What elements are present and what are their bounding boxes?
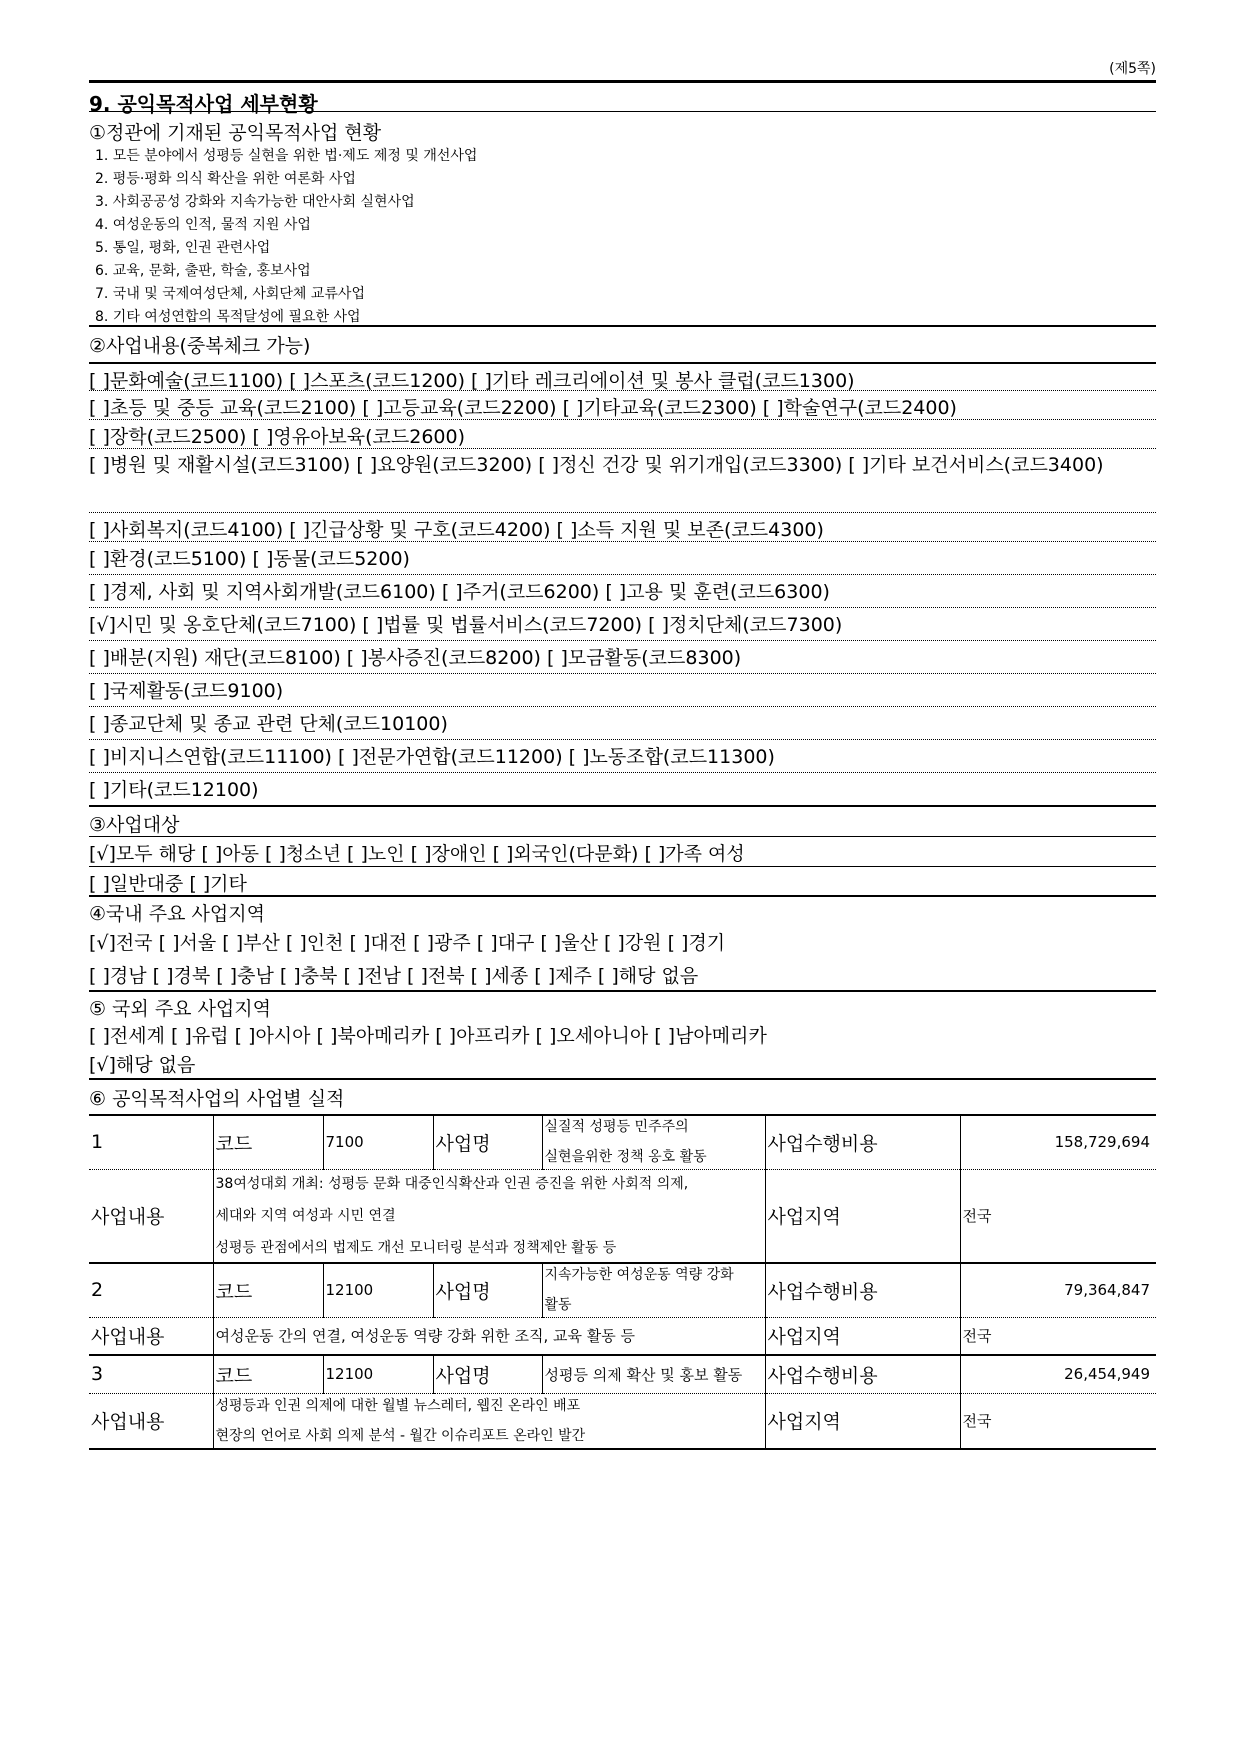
business-content-line: [ ]사회복지(코드4100) [ ]긴급상황 및 구호(코드4200) [ ]소득 지원 및 보존(코드4300) <box>89 512 1156 542</box>
domestic-region-line: [√]전국 [ ]서울 [ ]부산 [ ]인천 [ ]대전 [ ]광주 [ ]대구 [ ]울산 [ ]강원 [ ]경기 <box>89 932 726 954</box>
overseas-region-line: [ ]전세계 [ ]유럽 [ ]아시아 [ ]북아메리카 [ ]아프리카 [ ]오세아니아 [ ]남아메리카 <box>89 1025 767 1047</box>
region-label: 사업지역 <box>765 1393 960 1449</box>
business-content-line: [ ]문화예술(코드1100) [ ]스포츠(코드1200) [ ]기타 레크리에이션 및 봉사 클럽(코드1300) <box>89 362 1156 393</box>
cost-value: 158,729,694 <box>960 1115 1156 1169</box>
name-label: 사업명 <box>433 1263 542 1317</box>
cost-label: 사업수행비용 <box>765 1263 960 1317</box>
content-label: 사업내용 <box>89 1393 213 1449</box>
business-content-heading: ②사업내용(중복체크 가능) <box>89 325 1156 358</box>
content-label: 사업내용 <box>89 1317 213 1355</box>
region-value: 전국 <box>960 1317 1156 1355</box>
cost-value: 26,454,949 <box>960 1355 1156 1393</box>
page-number: (제5쪽) <box>1109 61 1156 77</box>
business-name: 실질적 성평등 민주주의 실현을위한 정책 옹호 활동 <box>542 1115 765 1169</box>
article-item: 4. 여성운동의 인적, 물적 지원 사업 <box>95 217 311 233</box>
code-label: 코드 <box>213 1263 323 1317</box>
region-label: 사업지역 <box>765 1169 960 1263</box>
business-content: 38여성대회 개최: 성평등 문화 대중인식확산과 인권 증진을 위한 사회적 의제, 세대와 지역 여성과 시민 연결 성평등 관점에서의 법제도 개선 모니터링 분석과 정책제안 활동 등 <box>213 1169 765 1263</box>
overseas-region-heading: ⑤ 국외 주요 사업지역 <box>89 990 1156 1021</box>
row-number: 1 <box>89 1115 213 1169</box>
business-content-line: [ ]장학(코드2500) [ ]영유아보육(코드2600) <box>89 419 1156 449</box>
target-line: [√]모두 해당 [ ]아동 [ ]청소년 [ ]노인 [ ]장애인 [ ]외국인(다문화) [ ]가족 여성 <box>89 836 1156 866</box>
region-label: 사업지역 <box>765 1317 960 1355</box>
article-item: 7. 국내 및 국제여성단체, 사회단체 교류사업 <box>95 286 365 302</box>
business-content-line: [ ]환경(코드5100) [ ]동물(코드5200) <box>89 541 1156 571</box>
article-item: 2. 평등·평화 의식 확산을 위한 여론화 사업 <box>95 171 356 187</box>
row-number: 3 <box>89 1355 213 1393</box>
business-content-line: [ ]비지니스연합(코드11100) [ ]전문가연합(코드11200) [ ]노동조합(코드11300) <box>89 739 1156 769</box>
region-value: 전국 <box>960 1393 1156 1449</box>
business-content: 여성운동 간의 연결, 여성운동 역량 강화 위한 조직, 교육 활동 등 <box>213 1317 765 1355</box>
performance-table <box>89 1114 1156 1450</box>
code-label: 코드 <box>213 1355 323 1393</box>
business-name: 성평등 의제 확산 및 홍보 활동 <box>542 1355 765 1393</box>
performance-heading: ⑥ 공익목적사업의 사업별 실적 <box>89 1078 1156 1111</box>
business-content-line: [ ]기타(코드12100) <box>89 772 1156 802</box>
overseas-region-line: [√]해당 없음 <box>89 1054 196 1076</box>
code-value: 7100 <box>323 1115 433 1169</box>
code-value: 12100 <box>323 1355 433 1393</box>
table-row <box>89 1355 1156 1393</box>
name-label: 사업명 <box>433 1115 542 1169</box>
article-item: 3. 사회공공성 강화와 지속가능한 대안사회 실현사업 <box>95 194 415 210</box>
article-item: 8. 기타 여성연합의 목적달성에 필요한 사업 <box>95 309 361 325</box>
domestic-region-heading: ④국내 주요 사업지역 <box>89 895 1156 926</box>
target-heading: ③사업대상 <box>89 805 1156 837</box>
article-item: 1. 모든 분야에서 성평등 실현을 위한 법·제도 제정 및 개선사업 <box>95 148 478 164</box>
cost-value: 79,364,847 <box>960 1263 1156 1317</box>
business-name: 지속가능한 여성운동 역량 강화 활동 <box>542 1263 765 1317</box>
business-content-line: [ ]경제, 사회 및 지역사회개발(코드6100) [ ]주거(코드6200) [ ]고용 및 훈련(코드6300) <box>89 574 1156 604</box>
business-content-line: [√]시민 및 옹호단체(코드7100) [ ]법률 및 법률서비스(코드7200) [ ]정치단체(코드7300) <box>89 607 1156 637</box>
domestic-region-line: [ ]경남 [ ]경북 [ ]충남 [ ]충북 [ ]전남 [ ]전북 [ ]세종 [ ]제주 [ ]해당 없음 <box>89 965 699 987</box>
row-number: 2 <box>89 1263 213 1317</box>
business-content-line: [ ]종교단체 및 종교 관련 단체(코드10100) <box>89 706 1156 736</box>
target-line: [ ]일반대중 [ ]기타 <box>89 866 1156 896</box>
cost-label: 사업수행비용 <box>765 1115 960 1169</box>
cost-label: 사업수행비용 <box>765 1355 960 1393</box>
table-row <box>89 1317 1156 1355</box>
business-content-line: [ ]국제활동(코드9100) <box>89 673 1156 703</box>
content-label: 사업내용 <box>89 1169 213 1263</box>
article-item: 5. 통일, 평화, 인권 관련사업 <box>95 240 271 256</box>
article-item: 6. 교육, 문화, 출판, 학술, 홍보사업 <box>95 263 311 279</box>
business-content-line: [ ]배분(지원) 재단(코드8100) [ ]봉사증진(코드8200) [ ]모금활동(코드8300) <box>89 640 1156 670</box>
table-row <box>89 1115 1156 1169</box>
business-content-line: [ ]초등 및 중등 교육(코드2100) [ ]고등교육(코드2200) [ ]기타교육(코드2300) [ ]학술연구(코드2400) <box>89 390 1156 420</box>
code-label: 코드 <box>213 1115 323 1169</box>
table-row <box>89 1169 1156 1263</box>
table-row <box>89 1263 1156 1317</box>
table-row <box>89 1393 1156 1449</box>
business-content-line: [ ]병원 및 재활시설(코드3100) [ ]요양원(코드3200) [ ]정신 건강 및 위기개입(코드3300) [ ]기타 보건서비스(코드3400) <box>89 448 1156 481</box>
code-value: 12100 <box>323 1263 433 1317</box>
section-title: 9. 공익목적사업 세부현황 <box>89 80 1156 112</box>
articles-heading: ①정관에 기재된 공익목적사업 현황 <box>89 122 382 144</box>
region-value: 전국 <box>960 1169 1156 1263</box>
business-content: 성평등과 인권 의제에 대한 월별 뉴스레터, 웹진 온라인 배포 현장의 언어로 사회 의제 분석 - 월간 이슈리포트 온라인 발간 <box>213 1393 765 1449</box>
name-label: 사업명 <box>433 1355 542 1393</box>
